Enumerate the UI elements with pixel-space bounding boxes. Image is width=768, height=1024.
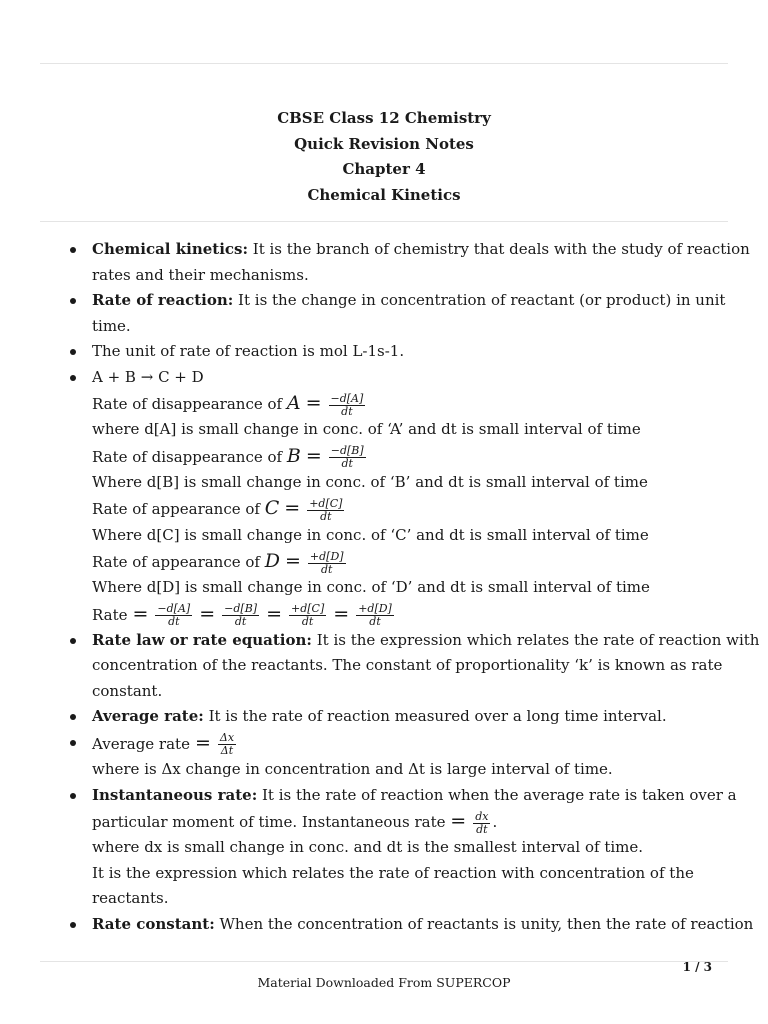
list-item-rate-of-reaction [66, 288, 736, 339]
definition-text: particular moment of time. Instantaneous rate [92, 813, 451, 832]
bullet-icon [70, 793, 76, 799]
formula-variable: D [264, 550, 280, 573]
definition-text: When the concentration of reactants is unity, then the rate of reaction [214, 914, 754, 933]
definition-text: concentration of the reactants. The constant of proportionality ‘k’ is known as rate [92, 656, 723, 675]
bullet-icon [70, 638, 76, 644]
fraction-denominator: dt [369, 615, 381, 629]
fraction-numerator: −d[B] [330, 444, 364, 458]
title-divider [40, 221, 728, 222]
formula-rate-combined: Rate = $\frac{-d[A]}{dt}$ = $\frac{-d[B]}{dt}$ = $\frac{+d[C]}{dt}$ = $\frac{+d[D]}{dt}$ [92, 602, 392, 629]
fraction [473, 811, 490, 836]
fraction [329, 445, 366, 470]
footer-divider [40, 961, 728, 962]
term-label: Instantaneous rate: [92, 785, 258, 804]
fraction-numerator: +d[D] [358, 602, 392, 616]
term-label: Rate of reaction: [92, 291, 234, 309]
term-label: Chemical kinetics: [92, 240, 249, 258]
fraction-numerator: +d[C] [291, 602, 325, 616]
definition-text: It is the branch of chemistry that deals with the study of reaction [248, 240, 750, 258]
definition-text: It is the change in concentration of reactant (or product) in unit [233, 291, 726, 309]
list-item-rate-constant [66, 912, 754, 938]
term-label: Rate law or rate equation: [92, 630, 312, 649]
fraction-denominator: dt [321, 562, 333, 576]
footer-credit: Material Downloaded From SUPERCOP [257, 975, 511, 990]
formula-label: Rate of disappearance of [92, 395, 287, 413]
definition-text: It is the rate of reaction measured over a long time interval. [203, 707, 667, 726]
page-number: 1 / 3 [682, 960, 712, 974]
formula-variable: B [286, 444, 301, 467]
unit-text: The unit of rate of reaction is mol L-1s-1. [92, 342, 405, 360]
fraction-numerator: +d[D] [309, 549, 344, 563]
definition-text: It is the expression which relates the rate of reaction with [311, 630, 760, 649]
fraction [222, 603, 259, 628]
reaction-equation: A + B → C + D [92, 367, 204, 386]
list-item-unit [66, 339, 736, 365]
fraction-denominator: Δt [220, 744, 234, 758]
formula-rate-c: Rate of appearance of C = $\frac{+d[C]}{dt}$ [92, 496, 343, 523]
fraction-denominator: dt [341, 457, 353, 471]
fraction [155, 603, 192, 628]
title-line-4: Chemical Kinetics [307, 185, 461, 204]
fraction-denominator: dt [234, 615, 247, 629]
term-label: Rate constant: [92, 914, 215, 933]
fraction-numerator: Δx [219, 731, 235, 745]
formula-label: Rate [92, 605, 128, 624]
note-text: Where d[D] is small change in conc. of ‘D’ and dt is small interval of time [92, 578, 650, 597]
page-title [0, 106, 768, 208]
fraction [308, 551, 346, 576]
note-text: where d[A] is small change in conc. of ‘A’ and dt is small interval of time [92, 420, 641, 439]
bullet-icon [70, 714, 76, 720]
fraction-denominator: dt [301, 615, 314, 629]
bullet-icon [70, 349, 76, 355]
list-item-reaction [66, 365, 736, 628]
definition-text: constant. [92, 681, 163, 700]
formula-variable: C [264, 497, 280, 520]
note-text: reactants. [92, 889, 169, 908]
fraction [289, 603, 326, 628]
note-text: where is Δx change in concentration and Δt is large interval of time. [92, 760, 613, 779]
fraction-denominator: dt [476, 822, 488, 836]
fraction [356, 603, 394, 628]
top-divider [40, 63, 728, 64]
formula-label: Rate of appearance of [92, 500, 265, 519]
note-text: Where d[C] is small change in conc. of ‘C’ and dt is small interval of time [92, 525, 649, 544]
bullet-icon [70, 922, 76, 928]
fraction-numerator: −d[A] [330, 391, 364, 405]
formula-label: Average rate [92, 734, 190, 753]
bullet-icon [70, 298, 76, 304]
term-label: Average rate: [92, 707, 204, 726]
formula-label: Rate of disappearance of [92, 447, 287, 466]
list-item-rate-law [66, 628, 760, 705]
notes-list [66, 237, 760, 937]
fraction-numerator: −d[A] [157, 602, 191, 616]
list-item-average-formula [66, 730, 736, 783]
definition-text: rates and their mechanisms. [92, 265, 309, 284]
definition-text: It is the rate of reaction when the average rate is taken over a [257, 785, 737, 804]
list-item-average-rate [66, 704, 736, 730]
formula-rate-a: Rate of disappearance of A = $\frac{-d[A]}{dt}$ [92, 391, 364, 418]
formula-rate-d: Rate of appearance of D = $\frac{+d[D]}{dt}$ [92, 549, 344, 576]
formula-average-rate: Average rate = $\frac{\Delta x}{\Delta t}$ [92, 731, 235, 758]
formula-instantaneous-rate: particular moment of time. Instantaneous rate = $\frac{dx}{dt}$ . [92, 809, 498, 836]
note-text: Where d[B] is small change in conc. of ‘B’ and dt is small interval of time [92, 472, 648, 491]
list-item-instantaneous-rate [66, 783, 736, 912]
note-text: It is the expression which relates the rate of reaction with concentration of the [92, 863, 694, 882]
fraction [329, 393, 366, 418]
definition-text: time. [92, 316, 131, 335]
fraction-numerator: −d[B] [224, 602, 258, 616]
fraction-denominator: dt [168, 615, 180, 629]
fraction [218, 732, 236, 757]
bullet-icon [70, 375, 76, 381]
fraction-numerator: +d[C] [309, 496, 343, 510]
fraction-numerator: dx [475, 809, 489, 823]
bullet-icon [70, 740, 76, 746]
formula-label: Rate of appearance of [92, 553, 265, 572]
fraction-denominator: dt [320, 509, 332, 523]
note-text: where dx is small change in conc. and dt is the smallest interval of time. [92, 838, 644, 857]
fraction-denominator: dt [341, 404, 353, 418]
bullet-icon [70, 247, 76, 253]
title-line-2: Quick Revision Notes [294, 134, 474, 153]
title-line-3: Chapter 4 [342, 160, 426, 178]
formula-rate-b: Rate of disappearance of B = $\frac{-d[B]}{dt}$ [92, 444, 364, 471]
title-line-1: CBSE Class 12 Chemistry [277, 109, 491, 127]
list-item-chemical-kinetics [66, 237, 750, 288]
formula-variable: A [286, 392, 301, 414]
fraction [307, 498, 344, 523]
